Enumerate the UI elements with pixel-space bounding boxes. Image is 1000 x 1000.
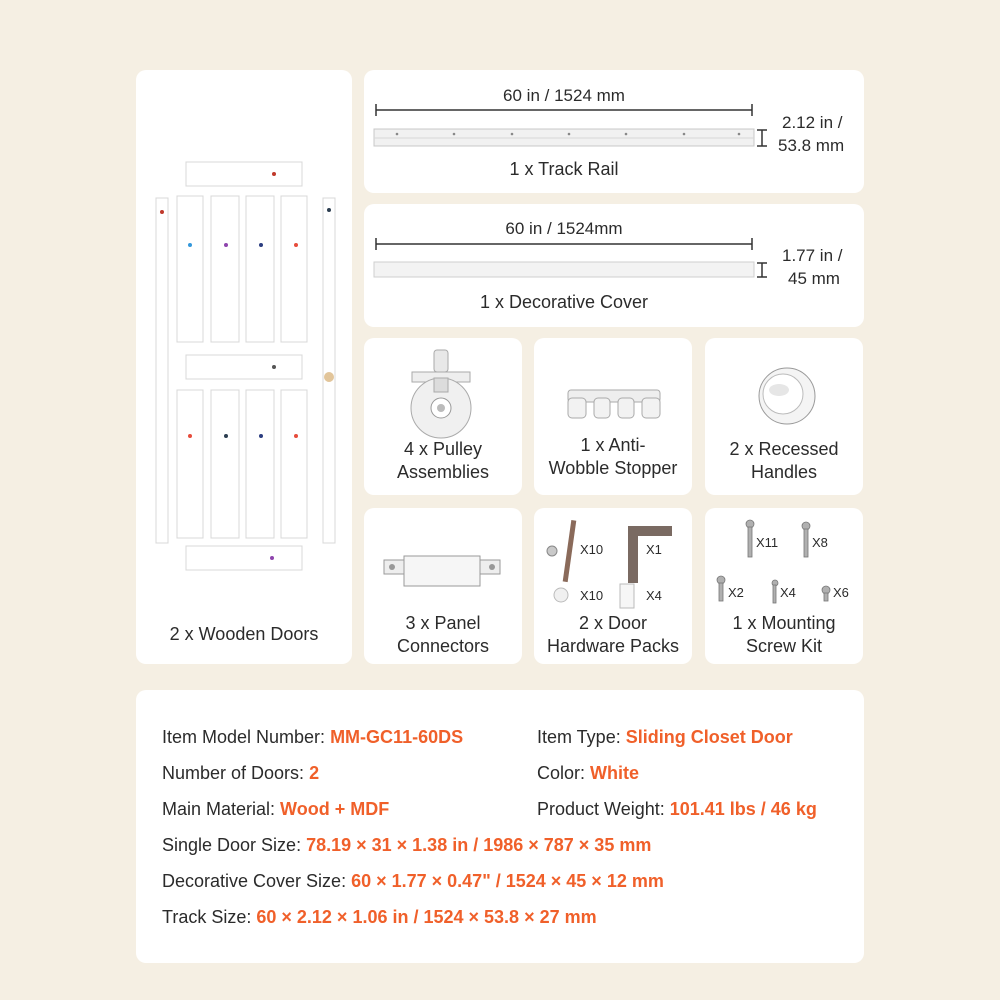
spec-track-size: Track Size: 60 × 2.12 × 1.06 in / 1524 × 53.8 × 27 mm (162, 907, 597, 927)
handles-caption-1: 2 x Recessed (729, 439, 839, 459)
stopper-caption-2: Wobble Stopper (548, 458, 678, 478)
hardware-caption-1: 2 x Door (578, 613, 648, 633)
hardware-card (534, 508, 692, 664)
connectors-card (364, 508, 522, 664)
decorative-cover-card (364, 204, 864, 327)
specifications-card (136, 690, 864, 963)
pulley-caption-1: 4 x Pulley (403, 439, 483, 459)
hardware-qty-pads: X4 (646, 588, 662, 603)
connectors-caption-1: 3 x Panel (405, 613, 481, 633)
decorative-cover-caption: 1 x Decorative Cover (479, 292, 649, 312)
wooden-doors-image (136, 70, 352, 664)
track-rail-height-1: 2.12 in / (782, 113, 843, 132)
handles-card (705, 338, 863, 495)
screw-qty-c: X2 (728, 585, 744, 600)
spec-product-weight: Product Weight: 101.41 lbs / 46 kg (537, 799, 817, 819)
spec-number-of-doors: Number of Doors: 2 (162, 763, 320, 783)
track-rail-caption: 1 x Track Rail (509, 159, 619, 179)
decorative-cover-length: 60 in / 1524mm (505, 219, 623, 238)
wooden-doors-caption: 2 x Wooden Doors (169, 624, 319, 644)
screws-caption-1: 1 x Mounting (732, 613, 836, 633)
spec-item-type: Item Type: Sliding Closet Door (537, 727, 793, 747)
track-rail-height-2: 53.8 mm (778, 136, 845, 155)
spec-model-number: Item Model Number: MM-GC11-60DS (162, 727, 464, 747)
decorative-cover-height-2: 45 mm (788, 269, 840, 288)
screw-qty-e: X6 (833, 585, 849, 600)
spec-decorative-cover-size: Decorative Cover Size: 60 × 1.77 × 0.47" / 1524 × 45 × 12 mm (162, 871, 664, 891)
screw-qty-d: X4 (780, 585, 796, 600)
wooden-doors-card (136, 70, 352, 664)
decorative-cover-height-1: 1.77 in / (782, 246, 843, 265)
stopper-caption-1: 1 x Anti- (580, 435, 646, 455)
screw-qty-a: X11 (756, 535, 779, 550)
spec-color: Color: White (537, 763, 640, 783)
hardware-qty-washers: X10 (580, 588, 604, 603)
track-rail-card (364, 70, 864, 193)
screws-card (705, 508, 863, 664)
track-rail-length: 60 in / 1524 mm (503, 86, 625, 105)
handles-caption-2: Handles (750, 462, 818, 482)
hardware-qty-pins: X10 (580, 542, 604, 557)
pulley-caption-2: Assemblies (396, 462, 490, 482)
screw-qty-b: X8 (812, 535, 828, 550)
screws-caption-2: Screw Kit (745, 636, 823, 656)
stopper-card (534, 338, 692, 495)
hardware-caption-2: Hardware Packs (546, 636, 680, 656)
spec-main-material: Main Material: Wood + MDF (162, 799, 390, 819)
hardware-qty-wrench: X1 (646, 542, 662, 557)
pulley-card (364, 338, 522, 495)
connectors-caption-2: Connectors (396, 636, 490, 656)
spec-single-door-size: Single Door Size: 78.19 × 31 × 1.38 in / 1986 × 787 × 35 mm (162, 835, 652, 855)
